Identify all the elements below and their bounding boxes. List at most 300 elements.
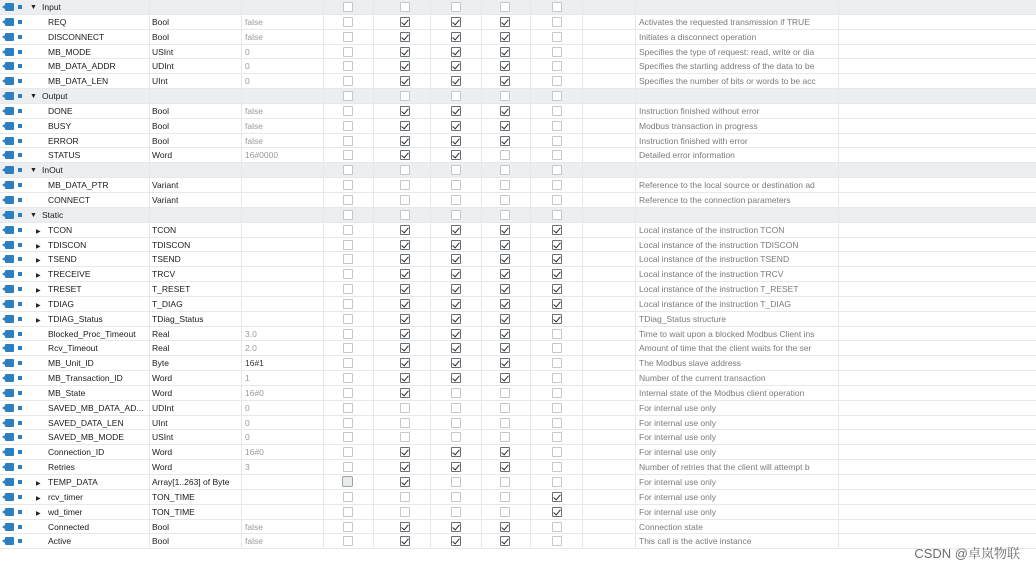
checkbox-unchecked[interactable] — [552, 32, 562, 42]
datatype-cell[interactable] — [150, 0, 242, 15]
comment-cell[interactable]: Initiates a disconnect operation — [636, 30, 839, 45]
table-row[interactable] — [0, 238, 1036, 253]
checkbox-unchecked[interactable] — [552, 61, 562, 71]
table-row[interactable] — [0, 297, 1036, 312]
default-value-cell[interactable] — [242, 208, 324, 223]
checkbox-unchecked[interactable] — [343, 195, 353, 205]
default-value-cell[interactable]: false — [242, 30, 324, 45]
checkbox-unchecked[interactable] — [552, 462, 562, 472]
section-row[interactable] — [0, 163, 1036, 178]
checkbox-unchecked[interactable] — [500, 210, 510, 220]
datatype-cell[interactable]: Real — [150, 327, 242, 342]
comment-cell[interactable] — [636, 0, 839, 15]
checkbox-checked[interactable] — [552, 314, 562, 324]
checkbox-checked[interactable] — [400, 373, 410, 383]
checkbox-checked[interactable] — [451, 254, 461, 264]
checkbox-checked[interactable] — [400, 269, 410, 279]
default-value-cell[interactable] — [242, 0, 324, 15]
checkbox-checked[interactable] — [451, 284, 461, 294]
checkbox-checked[interactable] — [400, 343, 410, 353]
comment-cell[interactable]: Internal state of the Modbus client operation — [636, 386, 839, 401]
datatype-cell[interactable]: UDInt — [150, 401, 242, 416]
checkbox-unchecked[interactable] — [552, 373, 562, 383]
checkbox-checked[interactable] — [400, 462, 410, 472]
checkbox-checked[interactable] — [400, 329, 410, 339]
checkbox-unchecked[interactable] — [552, 195, 562, 205]
comment-cell[interactable]: This call is the active instance — [636, 534, 839, 549]
default-value-cell[interactable]: false — [242, 104, 324, 119]
table-row[interactable] — [0, 520, 1036, 535]
default-value-cell[interactable]: 16#0000 — [242, 148, 324, 163]
checkbox-unchecked[interactable] — [343, 373, 353, 383]
checkbox-unchecked[interactable] — [500, 91, 510, 101]
checkbox-checked[interactable] — [500, 358, 510, 368]
checkbox-unchecked[interactable] — [451, 165, 461, 175]
collapse-triangle-icon[interactable]: ▼ — [30, 167, 37, 175]
name-cell[interactable] — [28, 104, 150, 119]
expand-triangle-icon[interactable]: ▶ — [36, 510, 41, 517]
name-cell[interactable] — [28, 490, 150, 505]
name-cell[interactable] — [28, 505, 150, 520]
default-value-cell[interactable]: 0 — [242, 430, 324, 445]
comment-cell[interactable]: For internal use only — [636, 475, 839, 490]
comment-cell[interactable]: Modbus transaction in progress — [636, 119, 839, 134]
checkbox-checked[interactable] — [500, 32, 510, 42]
checkbox-unchecked[interactable] — [343, 2, 353, 12]
default-value-cell[interactable] — [242, 505, 324, 520]
section-row[interactable] — [0, 0, 1036, 15]
checkbox-unchecked[interactable] — [451, 403, 461, 413]
checkbox-unchecked[interactable] — [343, 432, 353, 442]
checkbox-checked[interactable] — [451, 314, 461, 324]
name-cell[interactable] — [28, 163, 150, 178]
name-cell[interactable] — [28, 178, 150, 193]
checkbox-unchecked[interactable] — [500, 195, 510, 205]
name-cell[interactable] — [28, 0, 150, 15]
comment-cell[interactable]: Local instance of the instruction T_RESET — [636, 282, 839, 297]
checkbox-checked[interactable] — [500, 17, 510, 27]
default-value-cell[interactable]: 0 — [242, 74, 324, 89]
checkbox-checked[interactable] — [552, 240, 562, 250]
name-cell[interactable] — [28, 74, 150, 89]
comment-cell[interactable]: Specifies the number of bits or words to be acc — [636, 74, 839, 89]
checkbox-unchecked[interactable] — [343, 47, 353, 57]
table-row[interactable] — [0, 119, 1036, 134]
checkbox-checked[interactable] — [451, 269, 461, 279]
checkbox-checked[interactable] — [500, 76, 510, 86]
checkbox-checked[interactable] — [400, 536, 410, 546]
checkbox-unchecked[interactable] — [451, 388, 461, 398]
checkbox-checked[interactable] — [500, 314, 510, 324]
checkbox-checked[interactable] — [400, 299, 410, 309]
checkbox-unchecked[interactable] — [343, 136, 353, 146]
checkbox-checked[interactable] — [451, 358, 461, 368]
default-value-cell[interactable] — [242, 223, 324, 238]
checkbox-unchecked[interactable] — [552, 403, 562, 413]
checkbox-unchecked[interactable] — [343, 403, 353, 413]
expand-triangle-icon[interactable]: ▶ — [36, 228, 41, 235]
table-row[interactable] — [0, 356, 1036, 371]
checkbox-unchecked[interactable] — [343, 121, 353, 131]
checkbox-unchecked[interactable] — [343, 447, 353, 457]
checkbox-unchecked[interactable] — [400, 507, 410, 517]
datatype-cell[interactable] — [150, 163, 242, 178]
default-value-cell[interactable] — [242, 89, 324, 104]
checkbox-unchecked[interactable] — [343, 284, 353, 294]
checkbox-unchecked[interactable] — [552, 329, 562, 339]
datatype-cell[interactable]: Word — [150, 386, 242, 401]
checkbox-checked[interactable] — [500, 61, 510, 71]
name-cell[interactable] — [28, 460, 150, 475]
datatype-cell[interactable]: Byte — [150, 356, 242, 371]
checkbox-unchecked[interactable] — [343, 61, 353, 71]
comment-cell[interactable]: Detailed error information — [636, 148, 839, 163]
checkbox-checked[interactable] — [552, 492, 562, 502]
default-value-cell[interactable]: 16#0 — [242, 445, 324, 460]
checkbox-unchecked[interactable] — [400, 403, 410, 413]
checkbox-checked[interactable] — [400, 106, 410, 116]
table-row[interactable] — [0, 490, 1036, 505]
comment-cell[interactable]: Reference to the connection parameters — [636, 193, 839, 208]
checkbox-checked[interactable] — [500, 121, 510, 131]
checkbox-unchecked[interactable] — [343, 492, 353, 502]
checkbox-unchecked[interactable] — [451, 492, 461, 502]
comment-cell[interactable]: Local instance of the instruction TCON — [636, 223, 839, 238]
checkbox-checked[interactable] — [451, 121, 461, 131]
checkbox-unchecked[interactable] — [552, 121, 562, 131]
checkbox-unchecked[interactable] — [343, 314, 353, 324]
datatype-cell[interactable]: Word — [150, 148, 242, 163]
comment-cell[interactable] — [636, 89, 839, 104]
checkbox-unchecked[interactable] — [500, 403, 510, 413]
checkbox-unchecked[interactable] — [342, 476, 353, 487]
expand-triangle-icon[interactable]: ▶ — [36, 243, 41, 250]
datatype-cell[interactable]: TSEND — [150, 252, 242, 267]
name-cell[interactable] — [28, 282, 150, 297]
name-cell[interactable] — [28, 371, 150, 386]
name-cell[interactable] — [28, 89, 150, 104]
datatype-cell[interactable]: Word — [150, 371, 242, 386]
checkbox-unchecked[interactable] — [552, 17, 562, 27]
name-cell[interactable] — [28, 327, 150, 342]
table-row[interactable] — [0, 267, 1036, 282]
checkbox-unchecked[interactable] — [343, 418, 353, 428]
comment-cell[interactable]: For internal use only — [636, 445, 839, 460]
checkbox-unchecked[interactable] — [343, 269, 353, 279]
table-row[interactable] — [0, 104, 1036, 119]
datatype-cell[interactable]: USInt — [150, 45, 242, 60]
checkbox-unchecked[interactable] — [500, 477, 510, 487]
checkbox-unchecked[interactable] — [500, 2, 510, 12]
checkbox-unchecked[interactable] — [451, 477, 461, 487]
checkbox-unchecked[interactable] — [552, 180, 562, 190]
name-cell[interactable] — [28, 30, 150, 45]
table-row[interactable] — [0, 401, 1036, 416]
checkbox-checked[interactable] — [400, 284, 410, 294]
datatype-cell[interactable]: TDiag_Status — [150, 312, 242, 327]
default-value-cell[interactable]: 2.0 — [242, 341, 324, 356]
expand-triangle-icon[interactable]: ▶ — [36, 258, 41, 265]
comment-cell[interactable]: For internal use only — [636, 490, 839, 505]
checkbox-unchecked[interactable] — [400, 418, 410, 428]
default-value-cell[interactable]: 0 — [242, 416, 324, 431]
datatype-cell[interactable]: UInt — [150, 416, 242, 431]
section-row[interactable] — [0, 89, 1036, 104]
datatype-cell[interactable]: TON_TIME — [150, 490, 242, 505]
comment-cell[interactable]: Local instance of the instruction TDISCON — [636, 238, 839, 253]
checkbox-unchecked[interactable] — [451, 195, 461, 205]
default-value-cell[interactable] — [242, 312, 324, 327]
name-cell[interactable] — [28, 386, 150, 401]
checkbox-unchecked[interactable] — [343, 299, 353, 309]
checkbox-checked[interactable] — [451, 373, 461, 383]
checkbox-unchecked[interactable] — [343, 343, 353, 353]
table-row[interactable] — [0, 59, 1036, 74]
checkbox-checked[interactable] — [552, 299, 562, 309]
name-cell[interactable] — [28, 134, 150, 149]
checkbox-unchecked[interactable] — [451, 507, 461, 517]
section-row[interactable] — [0, 208, 1036, 223]
table-row[interactable] — [0, 223, 1036, 238]
name-cell[interactable] — [28, 193, 150, 208]
checkbox-checked[interactable] — [400, 447, 410, 457]
checkbox-checked[interactable] — [500, 329, 510, 339]
default-value-cell[interactable]: 16#1 — [242, 356, 324, 371]
checkbox-unchecked[interactable] — [451, 418, 461, 428]
checkbox-unchecked[interactable] — [343, 225, 353, 235]
checkbox-unchecked[interactable] — [343, 358, 353, 368]
checkbox-unchecked[interactable] — [451, 180, 461, 190]
checkbox-checked[interactable] — [500, 254, 510, 264]
datatype-cell[interactable] — [150, 208, 242, 223]
checkbox-unchecked[interactable] — [552, 536, 562, 546]
table-row[interactable] — [0, 445, 1036, 460]
table-row[interactable] — [0, 193, 1036, 208]
comment-cell[interactable]: For internal use only — [636, 430, 839, 445]
comment-cell[interactable]: Specifies the type of request: read, write or dia — [636, 45, 839, 60]
table-row[interactable] — [0, 371, 1036, 386]
checkbox-checked[interactable] — [400, 121, 410, 131]
default-value-cell[interactable]: false — [242, 534, 324, 549]
table-row[interactable] — [0, 148, 1036, 163]
default-value-cell[interactable] — [242, 297, 324, 312]
table-row[interactable] — [0, 312, 1036, 327]
datatype-cell[interactable]: TCON — [150, 223, 242, 238]
comment-cell[interactable]: Reference to the local source or destination ad — [636, 178, 839, 193]
table-row[interactable] — [0, 416, 1036, 431]
name-cell[interactable] — [28, 252, 150, 267]
datatype-cell[interactable]: Bool — [150, 30, 242, 45]
default-value-cell[interactable]: false — [242, 15, 324, 30]
datatype-cell[interactable]: Word — [150, 445, 242, 460]
collapse-triangle-icon[interactable]: ▼ — [30, 93, 37, 101]
checkbox-unchecked[interactable] — [500, 492, 510, 502]
checkbox-unchecked[interactable] — [400, 180, 410, 190]
checkbox-checked[interactable] — [451, 61, 461, 71]
default-value-cell[interactable]: false — [242, 520, 324, 535]
checkbox-unchecked[interactable] — [343, 17, 353, 27]
checkbox-unchecked[interactable] — [500, 150, 510, 160]
checkbox-checked[interactable] — [451, 343, 461, 353]
datatype-cell[interactable]: T_RESET — [150, 282, 242, 297]
comment-cell[interactable]: Instruction finished without error — [636, 104, 839, 119]
name-cell[interactable] — [28, 520, 150, 535]
comment-cell[interactable]: Instruction finished with error — [636, 134, 839, 149]
default-value-cell[interactable]: 0 — [242, 401, 324, 416]
table-row[interactable] — [0, 252, 1036, 267]
checkbox-unchecked[interactable] — [400, 91, 410, 101]
checkbox-unchecked[interactable] — [552, 418, 562, 428]
checkbox-unchecked[interactable] — [343, 462, 353, 472]
comment-cell[interactable]: Number of retries that the client will attempt b — [636, 460, 839, 475]
checkbox-checked[interactable] — [552, 284, 562, 294]
name-cell[interactable] — [28, 238, 150, 253]
comment-cell[interactable]: Time to wait upon a blocked Modbus Client ins — [636, 327, 839, 342]
comment-cell[interactable] — [636, 208, 839, 223]
default-value-cell[interactable]: 0 — [242, 45, 324, 60]
checkbox-unchecked[interactable] — [400, 195, 410, 205]
name-cell[interactable] — [28, 223, 150, 238]
checkbox-unchecked[interactable] — [343, 91, 353, 101]
checkbox-checked[interactable] — [500, 136, 510, 146]
table-row[interactable] — [0, 282, 1036, 297]
datatype-cell[interactable]: UInt — [150, 74, 242, 89]
checkbox-checked[interactable] — [451, 240, 461, 250]
checkbox-checked[interactable] — [500, 299, 510, 309]
datatype-cell[interactable]: Variant — [150, 178, 242, 193]
datatype-cell[interactable]: Variant — [150, 193, 242, 208]
expand-triangle-icon[interactable]: ▶ — [36, 273, 41, 280]
default-value-cell[interactable] — [242, 475, 324, 490]
comment-cell[interactable]: Local instance of the instruction T_DIAG — [636, 297, 839, 312]
checkbox-checked[interactable] — [400, 32, 410, 42]
checkbox-checked[interactable] — [400, 17, 410, 27]
checkbox-unchecked[interactable] — [552, 388, 562, 398]
checkbox-checked[interactable] — [500, 373, 510, 383]
checkbox-unchecked[interactable] — [552, 91, 562, 101]
datatype-cell[interactable]: TDISCON — [150, 238, 242, 253]
comment-cell[interactable]: For internal use only — [636, 401, 839, 416]
datatype-cell[interactable]: TRCV — [150, 267, 242, 282]
name-cell[interactable] — [28, 341, 150, 356]
checkbox-unchecked[interactable] — [552, 150, 562, 160]
checkbox-unchecked[interactable] — [500, 507, 510, 517]
name-cell[interactable] — [28, 148, 150, 163]
default-value-cell[interactable]: 0 — [242, 59, 324, 74]
default-value-cell[interactable] — [242, 163, 324, 178]
checkbox-checked[interactable] — [400, 136, 410, 146]
checkbox-checked[interactable] — [500, 269, 510, 279]
default-value-cell[interactable]: 3 — [242, 460, 324, 475]
checkbox-unchecked[interactable] — [343, 388, 353, 398]
checkbox-unchecked[interactable] — [343, 240, 353, 250]
name-cell[interactable] — [28, 401, 150, 416]
checkbox-unchecked[interactable] — [343, 76, 353, 86]
table-row[interactable] — [0, 327, 1036, 342]
checkbox-unchecked[interactable] — [552, 2, 562, 12]
checkbox-unchecked[interactable] — [552, 47, 562, 57]
datatype-cell[interactable] — [150, 89, 242, 104]
checkbox-unchecked[interactable] — [552, 343, 562, 353]
default-value-cell[interactable]: 1 — [242, 371, 324, 386]
name-cell[interactable] — [28, 430, 150, 445]
checkbox-checked[interactable] — [500, 536, 510, 546]
comment-cell[interactable]: TDiag_Status structure — [636, 312, 839, 327]
checkbox-checked[interactable] — [552, 269, 562, 279]
checkbox-unchecked[interactable] — [400, 2, 410, 12]
checkbox-unchecked[interactable] — [500, 165, 510, 175]
expand-triangle-icon[interactable]: ▶ — [36, 317, 41, 324]
checkbox-checked[interactable] — [400, 477, 410, 487]
table-row[interactable] — [0, 505, 1036, 520]
checkbox-unchecked[interactable] — [552, 210, 562, 220]
expand-triangle-icon[interactable]: ▶ — [36, 288, 41, 295]
comment-cell[interactable] — [636, 163, 839, 178]
checkbox-checked[interactable] — [451, 225, 461, 235]
checkbox-unchecked[interactable] — [451, 91, 461, 101]
name-cell[interactable] — [28, 297, 150, 312]
checkbox-checked[interactable] — [500, 225, 510, 235]
name-cell[interactable] — [28, 534, 150, 549]
checkbox-unchecked[interactable] — [500, 432, 510, 442]
checkbox-checked[interactable] — [451, 17, 461, 27]
checkbox-checked[interactable] — [451, 299, 461, 309]
datatype-cell[interactable]: Bool — [150, 15, 242, 30]
checkbox-checked[interactable] — [500, 47, 510, 57]
checkbox-checked[interactable] — [451, 136, 461, 146]
checkbox-unchecked[interactable] — [552, 432, 562, 442]
checkbox-checked[interactable] — [400, 47, 410, 57]
table-row[interactable] — [0, 74, 1036, 89]
name-cell[interactable] — [28, 119, 150, 134]
datatype-cell[interactable]: UDInt — [150, 59, 242, 74]
checkbox-checked[interactable] — [552, 507, 562, 517]
expand-triangle-icon[interactable]: ▶ — [36, 495, 41, 502]
checkbox-unchecked[interactable] — [400, 165, 410, 175]
checkbox-checked[interactable] — [500, 447, 510, 457]
comment-cell[interactable]: For internal use only — [636, 505, 839, 520]
checkbox-unchecked[interactable] — [552, 76, 562, 86]
checkbox-unchecked[interactable] — [552, 106, 562, 116]
checkbox-unchecked[interactable] — [500, 388, 510, 398]
table-row[interactable] — [0, 386, 1036, 401]
default-value-cell[interactable]: 3.0 — [242, 327, 324, 342]
datatype-cell[interactable]: Array[1..263] of Byte — [150, 475, 242, 490]
checkbox-checked[interactable] — [500, 284, 510, 294]
checkbox-checked[interactable] — [400, 240, 410, 250]
checkbox-checked[interactable] — [552, 254, 562, 264]
name-cell[interactable] — [28, 208, 150, 223]
checkbox-unchecked[interactable] — [343, 180, 353, 190]
comment-cell[interactable]: Local instance of the instruction TSEND — [636, 252, 839, 267]
checkbox-checked[interactable] — [400, 358, 410, 368]
checkbox-unchecked[interactable] — [343, 329, 353, 339]
table-row[interactable] — [0, 534, 1036, 549]
checkbox-unchecked[interactable] — [552, 477, 562, 487]
name-cell[interactable] — [28, 15, 150, 30]
checkbox-checked[interactable] — [500, 240, 510, 250]
collapse-triangle-icon[interactable]: ▼ — [30, 211, 37, 219]
table-row[interactable] — [0, 45, 1036, 60]
checkbox-checked[interactable] — [552, 225, 562, 235]
datatype-cell[interactable]: Bool — [150, 534, 242, 549]
checkbox-unchecked[interactable] — [500, 418, 510, 428]
checkbox-checked[interactable] — [451, 329, 461, 339]
default-value-cell[interactable]: false — [242, 134, 324, 149]
default-value-cell[interactable] — [242, 193, 324, 208]
checkbox-checked[interactable] — [400, 150, 410, 160]
checkbox-checked[interactable] — [400, 225, 410, 235]
